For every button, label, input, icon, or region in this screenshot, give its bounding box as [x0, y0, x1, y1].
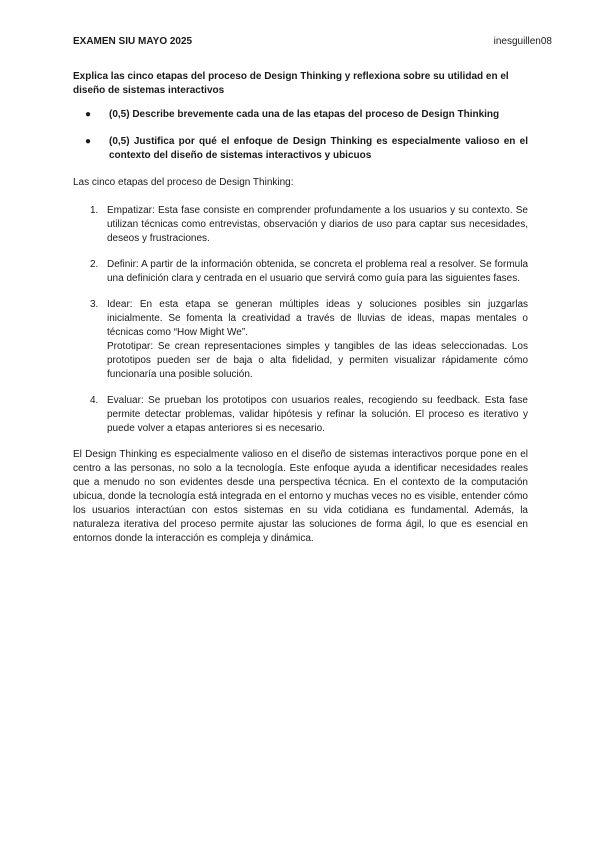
stage-extra-text: Prototipar: Se crean representaciones simples y tangibles de las ideas seleccionadas. Los prototipos pueden ser de baja o alta fidelidad, y permiten visualizar rápidamente cómo funcionaría una posible solución.	[107, 341, 528, 380]
bullet-icon: ●	[85, 109, 92, 120]
question-part-text: (0,5) Describe brevemente cada una de las etapas del proceso de Design Thinking	[109, 109, 500, 120]
stage-text: Evaluar: Se prueban los prototipos con usuarios reales, recogiendo su feedback. Esta fase permite detectar problemas, validar hipótesis y refinar la solución. El proceso es iterativo y puede volver a etapas anteriores si es necesario.	[107, 395, 528, 434]
question-part	[73, 135, 528, 163]
stage-number: 2.	[90, 259, 99, 270]
bullet-icon: ●	[85, 136, 92, 147]
stage-item	[73, 394, 528, 436]
question-parts-list	[73, 108, 528, 163]
stage-number: 3.	[90, 299, 99, 310]
author-username: inesguillen08	[493, 36, 552, 47]
stage-number: 1.	[90, 205, 99, 216]
stage-item	[73, 258, 528, 286]
document-body	[73, 70, 528, 546]
page-header	[73, 36, 552, 52]
question-part-text: (0,5) Justifica por qué el enfoque de Design Thinking es especialmente valioso en el contexto del diseño de sistemas interactivos y ubicuos	[109, 136, 528, 161]
stages-list	[73, 204, 528, 436]
stage-item	[73, 204, 528, 246]
stage-text: Definir: A partir de la información obtenida, se concreta el problema real a resolver. Se formula una definición clara y centrada en el usuario que servirá como guía para las siguientes fases.	[107, 259, 528, 284]
stage-number: 4.	[90, 395, 99, 406]
conclusion-paragraph: El Design Thinking es especialmente valioso en el diseño de sistemas interactivos porque pone en el centro a las personas, no solo a la tecnología. Este enfoque ayuda a identificar necesidades reales que a menudo no son evidentes desde una perspectiva técnica. En el contexto de la computación ubicua, donde la tecnología está integrada en el entorno y muchas veces no es visible, entender cómo los usuarios interactúan con estos sistemas en su vida cotidiana es fundamental. Además, la naturaleza iterativa del proceso permite ajustar las soluciones de forma ágil, lo que es esencial en entornos donde la interacción es compleja y dinámica.	[73, 449, 528, 544]
exam-title: EXAMEN SIU MAYO 2025	[73, 36, 193, 47]
stage-text: Empatizar: Esta fase consiste en comprender profundamente a los usuarios y su contexto. Se utilizan técnicas como entrevistas, observación y diarios de uso para captar sus necesidades, deseos y frustraciones.	[107, 205, 528, 244]
question-heading: Explica las cinco etapas del proceso de Design Thinking y reflexiona sobre su utilidad en el diseño de sistemas interactivos	[73, 71, 509, 96]
question-part	[73, 108, 528, 122]
stage-item	[73, 298, 528, 382]
answer-intro: Las cinco etapas del proceso de Design Thinking:	[73, 177, 294, 188]
stage-text: Idear: En esta etapa se generan múltiples ideas y soluciones posibles sin juzgarlas inicialmente. Se fomenta la creatividad a través de lluvias de ideas, mapas mentales o técnicas como “How Might We”.	[107, 299, 528, 338]
